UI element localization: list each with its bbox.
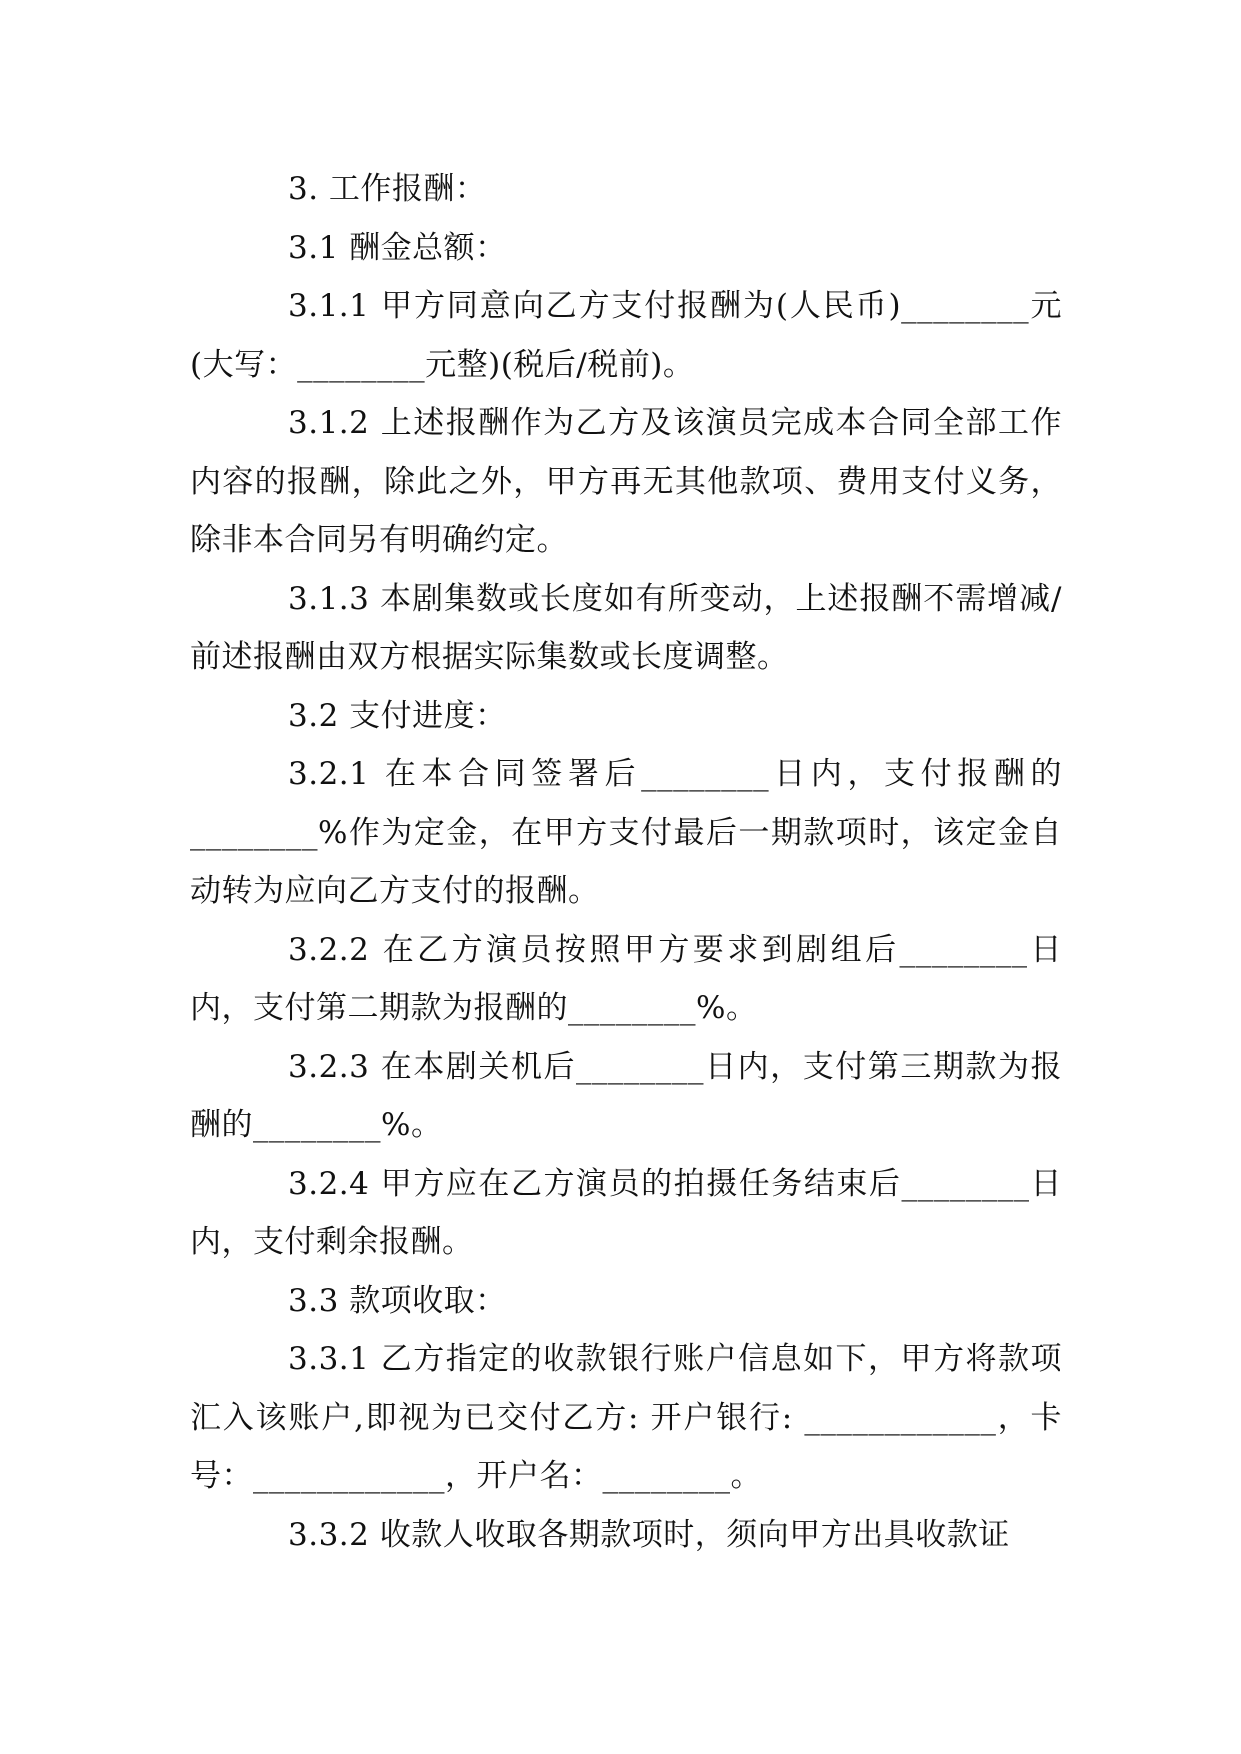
clause-3-3-1: 3.3.1 乙方指定的收款银行账户信息如下，甲方将款项汇入该账户,即视为已交付乙方: 开户银行: ____________，卡号：____________，开户名：________。: [190, 1341, 1062, 1494]
heading-3-1: 3.1 酬金总额：: [288, 229, 507, 266]
clause-3-2-3: 3.2.3 在本剧关机后________日内，支付第三期款为报酬的________%。: [190, 1048, 1062, 1143]
clause-3-1-1: 3.1.1 甲方同意向乙方支付报酬为(人民币)________元(大写：________元整)(税后/税前)。: [190, 288, 1062, 383]
heading-section-3: 3. 工作报酬：: [288, 171, 487, 207]
clause-3-3-2: 3.3.2 收款人收取各期款项时，须向甲方出具收款证: [288, 1516, 1010, 1553]
clause-3-2-2: 3.2.2 在乙方演员按照甲方要求到剧组后________日内，支付第二期款为报酬的________%。: [190, 931, 1062, 1026]
clause-3-1-3: 3.1.3 本剧集数或长度如有所变动，上述报酬不需增减/前述报酬由双方根据实际集数或长度调整。: [190, 580, 1062, 675]
heading-3-3: 3.3 款项收取：: [288, 1282, 507, 1319]
clause-3-2-4: 3.2.4 甲方应在乙方演员的拍摄任务结束后________日内，支付剩余报酬。: [190, 1165, 1062, 1260]
clause-3-1-2: 3.1.2 上述报酬作为乙方及该演员完成本合同全部工作内容的报酬，除此之外，甲方再无其他款项、费用支付义务，除非本合同另有明确约定。: [190, 405, 1062, 558]
document-body: [190, 160, 1062, 1564]
clause-3-2-1: 3.2.1 在本合同签署后________日内，支付报酬的________%作为定金，在甲方支付最后一期款项时，该定金自动转为应向乙方支付的报酬。: [190, 756, 1062, 909]
heading-3-2: 3.2 支付进度：: [288, 697, 507, 734]
